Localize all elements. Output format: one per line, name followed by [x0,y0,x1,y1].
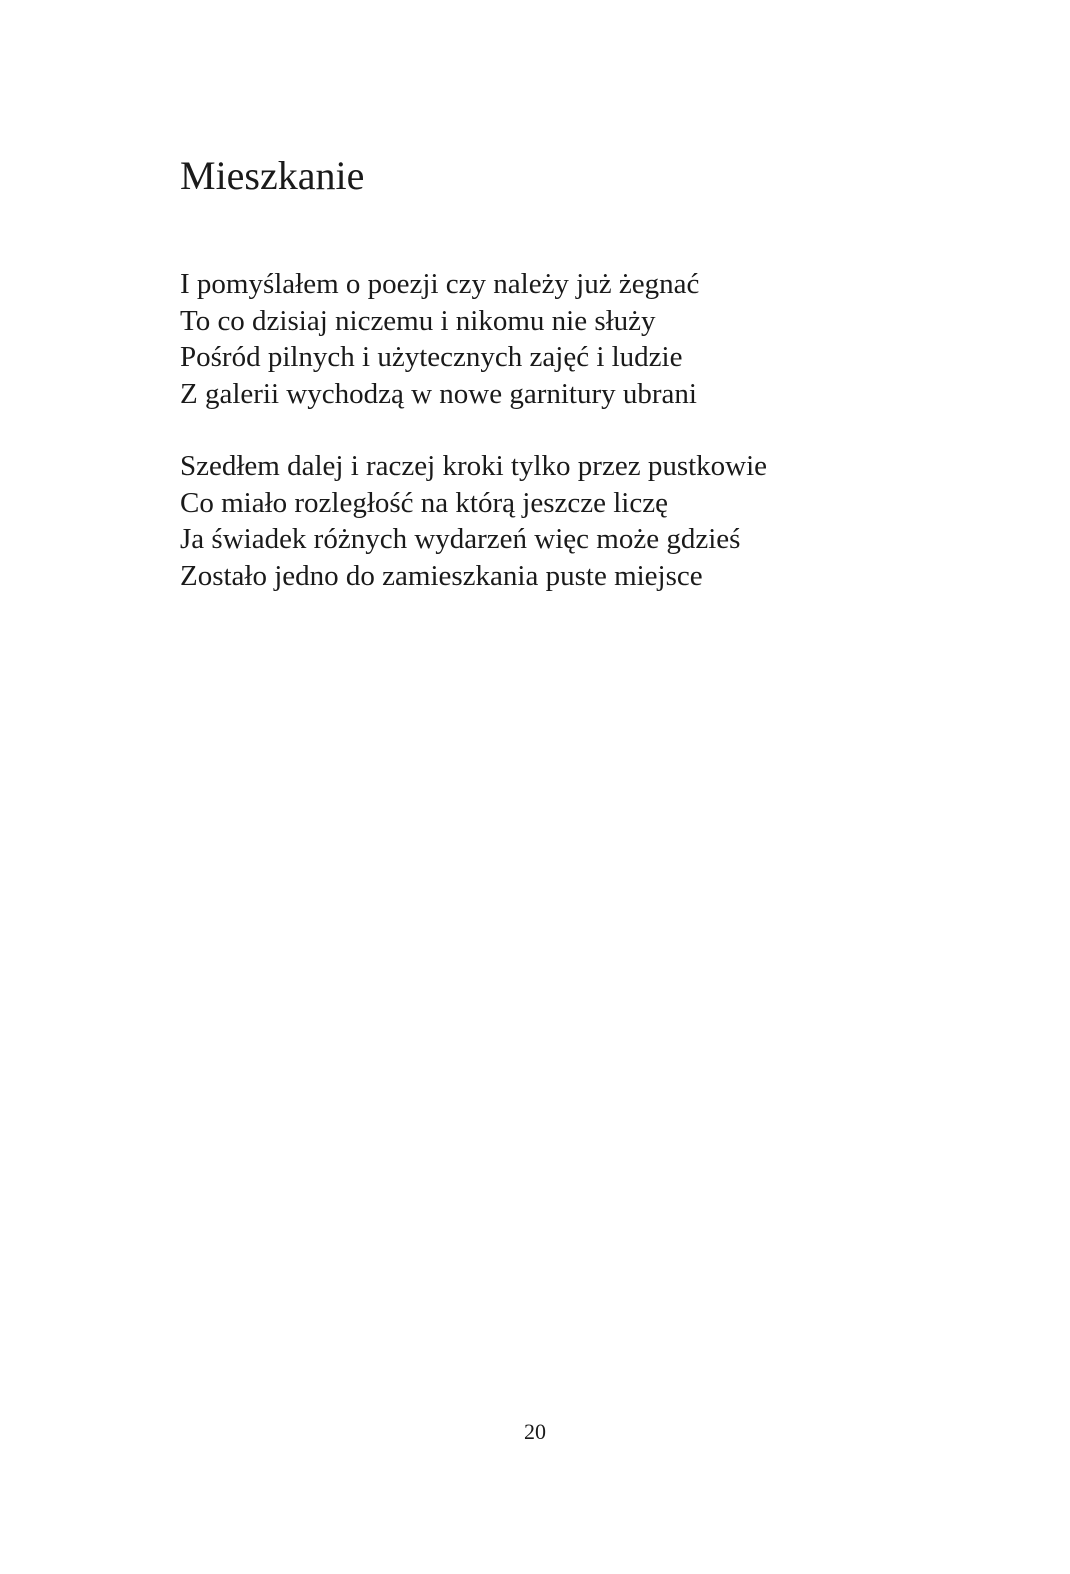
poem-line: Co miało rozległość na którą jeszcze liczę [180,486,668,519]
poem-line: I pomyślałem o poezji czy należy już żegnać [180,268,700,300]
stanza-2 [180,448,767,594]
poem-line: Ja świadek różnych wydarzeń więc może gdzieś [180,523,741,555]
stanza-1 [180,266,699,412]
poem-line: To co dzisiaj niczemu i nikomu nie służy [180,304,656,337]
page-number: 20 [524,1419,546,1444]
poem-title: Mieszkanie [180,153,365,198]
poem-line: Z galerii wychodzą w nowe garnitury ubrani [180,377,697,410]
poem-line: Pośród pilnych i użytecznych zajęć i ludzie [180,341,683,373]
poem-line: Szedłem dalej i raczej kroki tylko przez pustkowie [180,450,768,482]
poem-line: Zostało jedno do zamieszkania puste miejsce [180,559,703,592]
